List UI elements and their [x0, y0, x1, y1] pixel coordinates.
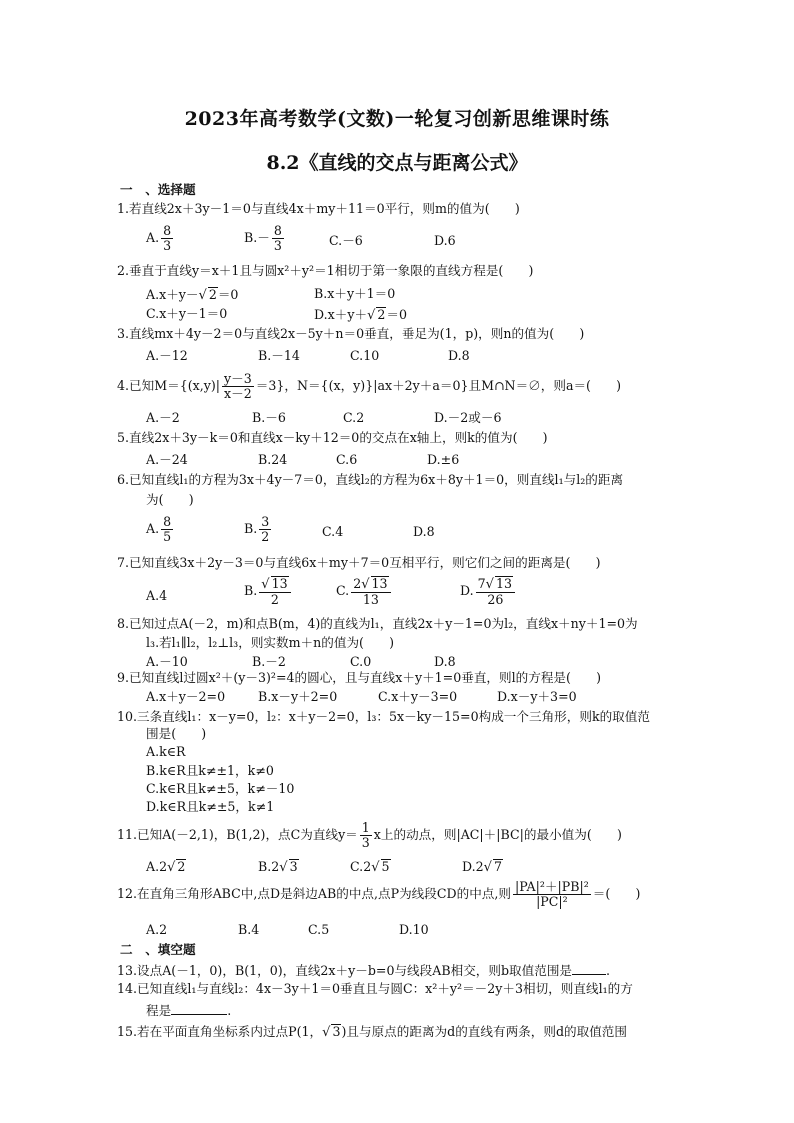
q9-option-a: A.x＋y－2=0 — [146, 689, 226, 704]
q4-option-b: B.－6 — [252, 410, 286, 425]
page-title: 2023年高考数学(文数)一轮复习创新思维课时练 — [184, 108, 610, 130]
question-8-line-1: 8.已知过点A(－2，m)和点B(m，4)的直线为l₁，直线2x＋y－1=0为l₂，直线x＋ny＋1=0为 — [117, 616, 638, 631]
q6-option-d: D.8 — [413, 524, 435, 539]
question-3: 3.直线mx＋4y－2＝0与直线2x－5y＋n＝0垂直，垂足为(1，p)，则n的值为( ) — [117, 326, 585, 341]
q7-option-d: D. $\frac{7√ 13}{26}$ — [460, 576, 517, 607]
question-11: 11.已知A(－2,1)，B(1,2)，点C为直线y＝ $\frac{1}{3}$ x上的动点，则|AC|＋|BC|的最小值为( ) — [117, 820, 622, 850]
q6-option-b: B. $\frac{3}{2}$ — [244, 514, 270, 544]
q3-option-d: D.8 — [448, 348, 470, 363]
question-4: 4.已知M＝{(x,y)| $\frac{y-3}{x-2}$ ＝3}，N＝{(x，y)}|ax＋2y＋a＝0}且M∩N＝∅，则a＝( ) — [117, 371, 622, 401]
q9-option-d: D.x－y＋3=0 — [497, 689, 577, 704]
q6-option-a: A. $\frac{8}{5}$ — [146, 514, 172, 544]
fraction: $\frac{7√ 13}{26}$ — [476, 576, 515, 607]
question-15: 15.若在平面直角坐标系内过点P(1，√ 3)且与原点的距离为d的直线有两条，则d的取值范围 — [117, 1024, 627, 1040]
question-10-line-2: 围是( ) — [146, 726, 207, 741]
q5-option-d: D.±6 — [427, 452, 460, 467]
q1-option-b: B.－ $\frac{8}{3}$ — [244, 223, 282, 253]
fraction: $\frac{8}{3}$ — [273, 223, 282, 253]
q10-option-c: C.k∈R且k≠±5，k≠－10 — [146, 781, 295, 796]
q11-option-b: B.2√ 3 — [258, 859, 298, 875]
q5-option-a: A.－24 — [146, 452, 188, 467]
q2-option-c: C.x＋y－1＝0 — [146, 306, 228, 321]
q10-option-d: D.k∈R且k≠±5，k≠1 — [146, 799, 275, 814]
q1-option-a: A. $\frac{8}{3}$ — [146, 223, 172, 253]
question-9: 9.已知直线l过圆x²＋(y－3)²=4的圆心，且与直线x＋y＋1=0垂直，则l的方程是( ) — [117, 670, 602, 685]
question-13: 13.设点A(－1，0)，B(1，0)，直线2x＋y－b=0与线段AB相交，则b取值范围是 . — [117, 963, 611, 978]
question-2: 2.垂直于直线y＝x＋1且与圆x²＋y²＝1相切于第一象限的直线方程是( ) — [117, 263, 534, 278]
q11-option-d: D.2√ 7 — [462, 859, 502, 875]
q3-option-a: A.－12 — [146, 348, 188, 363]
q4-option-a: A.－2 — [146, 410, 180, 425]
question-14-line-2: 程是 . — [146, 1003, 232, 1018]
answer-blank — [572, 962, 606, 975]
q2-option-d: D.x＋y＋√ 2＝0 — [314, 307, 407, 323]
q6-option-c: C.4 — [322, 524, 344, 539]
q9-option-c: C.x＋y－3=0 — [378, 689, 458, 704]
q4-option-d: D.－2或－6 — [434, 410, 502, 425]
q8-option-c: C.0 — [350, 654, 372, 669]
fraction: $\frac{y-3}{x-2}$ — [224, 371, 252, 401]
q12-option-b: B.4 — [238, 922, 260, 937]
question-6-line-1: 6.已知直线l₁的方程为3x＋4y－7＝0，直线l₂的方程为6x＋8y＋1＝0，则直线l₁与l₂的距离 — [117, 472, 624, 487]
question-14-line-1: 14.已知直线l₁与直线l₂：4x－3y＋1＝0垂直且与圆C：x²＋y²＝－2y＋3相切，则直线l₁的方 — [117, 981, 633, 996]
q7-option-c: C. $\frac{2√ 13}{13}$ — [336, 576, 393, 607]
section-heading-fill: 二 、填空题 — [120, 942, 196, 957]
q9-option-b: B.x－y＋2=0 — [258, 689, 338, 704]
q2-option-b: B.x＋y＋1＝0 — [314, 286, 396, 301]
question-1: 1.若直线2x＋3y－1＝0与直线4x＋my＋11＝0平行，则m的值为( ) — [117, 201, 520, 216]
q7-option-b: B. $\frac{√ 13}{2}$ — [244, 576, 293, 607]
q12-option-a: A.2 — [146, 922, 168, 937]
question-7: 7.已知直线3x＋2y－3＝0与直线6x＋my＋7＝0互相平行，则它们之间的距离是( ) — [117, 555, 601, 570]
fraction: $\frac{3}{2}$ — [261, 514, 270, 544]
answer-blank — [171, 1002, 227, 1015]
q5-option-c: C.6 — [336, 452, 358, 467]
question-6-line-2: 为( ) — [146, 492, 194, 507]
q10-option-b: B.k∈R且k≠±1，k≠0 — [146, 763, 274, 778]
section-heading-choice: 一 、选择题 — [120, 182, 196, 197]
q7-option-a: A.4 — [146, 588, 168, 603]
q5-option-b: B.24 — [258, 452, 288, 467]
question-12: 12.在直角三角形ABC中,点D是斜边AB的中点,点P为线段CD的中点,则 $\frac{\text{|PA|²＋|PB|²}}{\text{|PC|²}}$ ＝( ) — [117, 879, 641, 909]
fraction: $\frac{8}{3}$ — [163, 223, 172, 253]
q8-option-d: D.8 — [434, 654, 456, 669]
q10-option-a: A.k∈R — [146, 744, 186, 759]
fraction: $\frac{\text{|PA|²＋|PB|²}}{\text{|PC|²}}$ — [514, 879, 589, 909]
page-subtitle: 8.2《直线的交点与距离公式》 — [266, 152, 528, 174]
q1-option-d: D.6 — [434, 233, 456, 248]
q1-option-c: C.－6 — [329, 233, 363, 248]
q12-option-d: D.10 — [399, 922, 429, 937]
q11-option-c: C.2√ 5 — [350, 859, 390, 875]
fraction: $\frac{2√ 13}{13}$ — [351, 576, 390, 607]
q8-option-b: B.－2 — [252, 654, 286, 669]
fraction: $\frac{8}{5}$ — [163, 514, 172, 544]
q3-option-b: B.－14 — [258, 348, 300, 363]
question-8-line-2: l₃.若l₁∥l₂，l₂⊥l₃，则实数m＋n的值为( ) — [146, 635, 395, 650]
fraction: $\frac{1}{3}$ — [361, 820, 370, 850]
q4-option-c: C.2 — [343, 410, 365, 425]
q8-option-a: A.－10 — [146, 654, 188, 669]
q12-option-c: C.5 — [308, 922, 330, 937]
question-10-line-1: 10.三条直线l₁：x－y=0，l₂：x＋y－2=0，l₃：5x－ky－15=0构成一个三角形，则k的取值范 — [117, 709, 650, 724]
q3-option-c: C.10 — [350, 348, 380, 363]
q11-option-a: A.2√ 2 — [146, 859, 186, 875]
q2-option-a: A.x＋y－√ 2＝0 — [146, 287, 239, 303]
question-5: 5.直线2x＋3y－k＝0和直线x－ky＋12＝0的交点在x轴上，则k的值为( ) — [117, 430, 548, 445]
fraction: $\frac{√ 13}{2}$ — [259, 576, 290, 607]
